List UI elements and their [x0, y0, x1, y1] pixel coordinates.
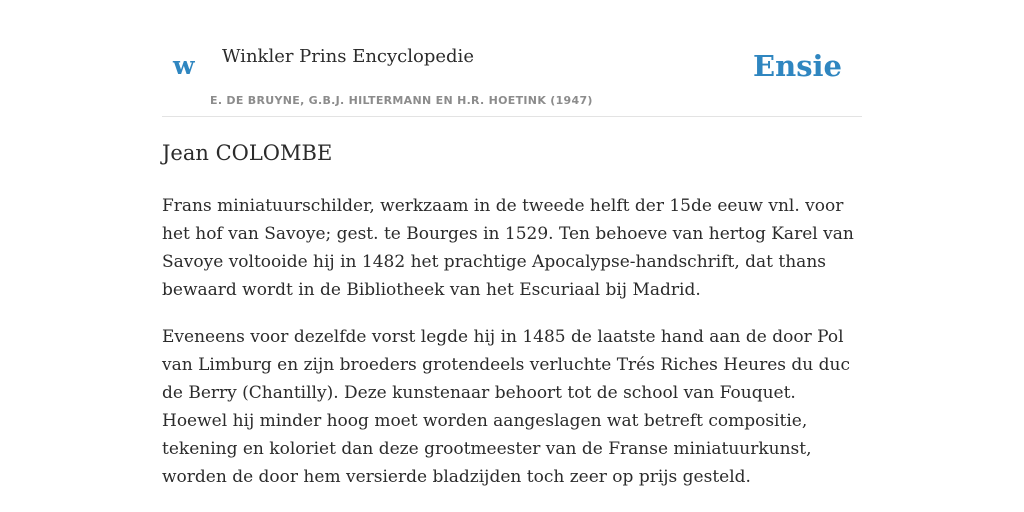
article-body	[162, 192, 862, 510]
publication-logo[interactable]: w	[173, 51, 195, 80]
article-paragraph: Frans miniatuurschilder, werkzaam in de tweede helft der 15de eeuw vnl. voor het hof van Savoye; gest. te Bourges in 1529. Ten behoeve van hertog Karel van Savoye voltooide hij in 1482 het prachtige Apocalypse-handschrift, dat thans bewaard wordt in de Bibliotheek van het Escuriaal bij Madrid.	[162, 196, 854, 300]
ensie-brand-logo[interactable]: Ensie	[753, 49, 842, 83]
article-title: Jean COLOMBE	[162, 141, 333, 165]
page	[162, 0, 862, 487]
site-header	[162, 0, 862, 117]
publication-authors: E. DE BRUYNE, G.B.J. HILTERMANN EN H.R. HOETINK (1947)	[210, 94, 593, 107]
publication-title[interactable]: Winkler Prins Encyclopedie	[222, 46, 474, 67]
article-paragraph: Eveneens voor dezelfde vorst legde hij in 1485 de laatste hand aan de door Pol van Limburg en zijn broeders grotendeels verluchte Trés Riches Heures du duc de Berry (Chantilly). Deze kunstenaar behoort tot de school van Fouquet. Hoewel hij minder hoog moet worden aangeslagen wat betreft compositie, tekening en koloriet dan deze grootmeester van de Franse miniatuurkunst, worden de door hem versierde bladzijden toch zeer op prijs gesteld.	[162, 327, 850, 487]
